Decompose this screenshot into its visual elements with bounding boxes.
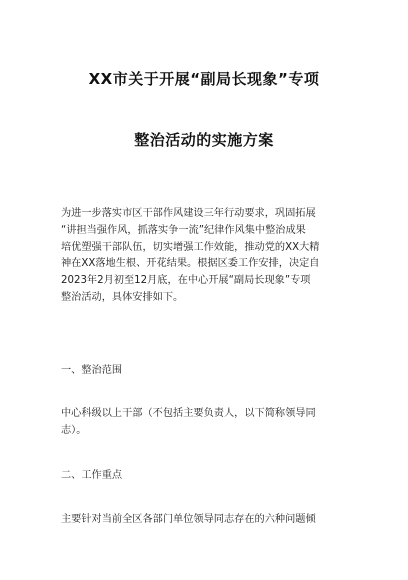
intro-line: 2023年2月初至12月底，在中心开展“副局长现象”专项 xyxy=(61,275,311,287)
section-heading-scope: 一、整治范围 xyxy=(61,365,123,376)
section-heading-focus: 二、工作重点 xyxy=(61,470,123,481)
focus-paragraph xyxy=(61,512,351,529)
intro-line: 为进一步落实市区干部作风建设三年行动要求，巩固拓展 xyxy=(61,208,316,219)
intro-line: 神在XX落地生根、开花结果。根据区委工作安排，决定自 xyxy=(61,258,320,270)
document-title-line-2: 整治活动的实施方案 xyxy=(134,131,274,149)
document-title-line-1: XX市关于开展“副局长现象”专项 xyxy=(88,70,320,88)
scope-line: 中心科级以上干部（不包括主要负责人，以下简称领导同 xyxy=(61,408,316,419)
focus-line: 主要针对当前全区各部门单位领导同志存在的六种问题倾 xyxy=(61,514,316,525)
scope-line: 志）。 xyxy=(61,424,87,436)
intro-line: 培优塑强干部队伍，切实增强工作效能，推动党的XX大精 xyxy=(61,241,320,253)
intro-paragraph xyxy=(61,206,351,307)
scope-paragraph xyxy=(61,406,351,440)
intro-line: 整治活动，具体安排如下。 xyxy=(61,291,184,303)
intro-line: “讲担当强作风，抓落实争一流”纪律作风集中整治成果 xyxy=(61,224,306,236)
